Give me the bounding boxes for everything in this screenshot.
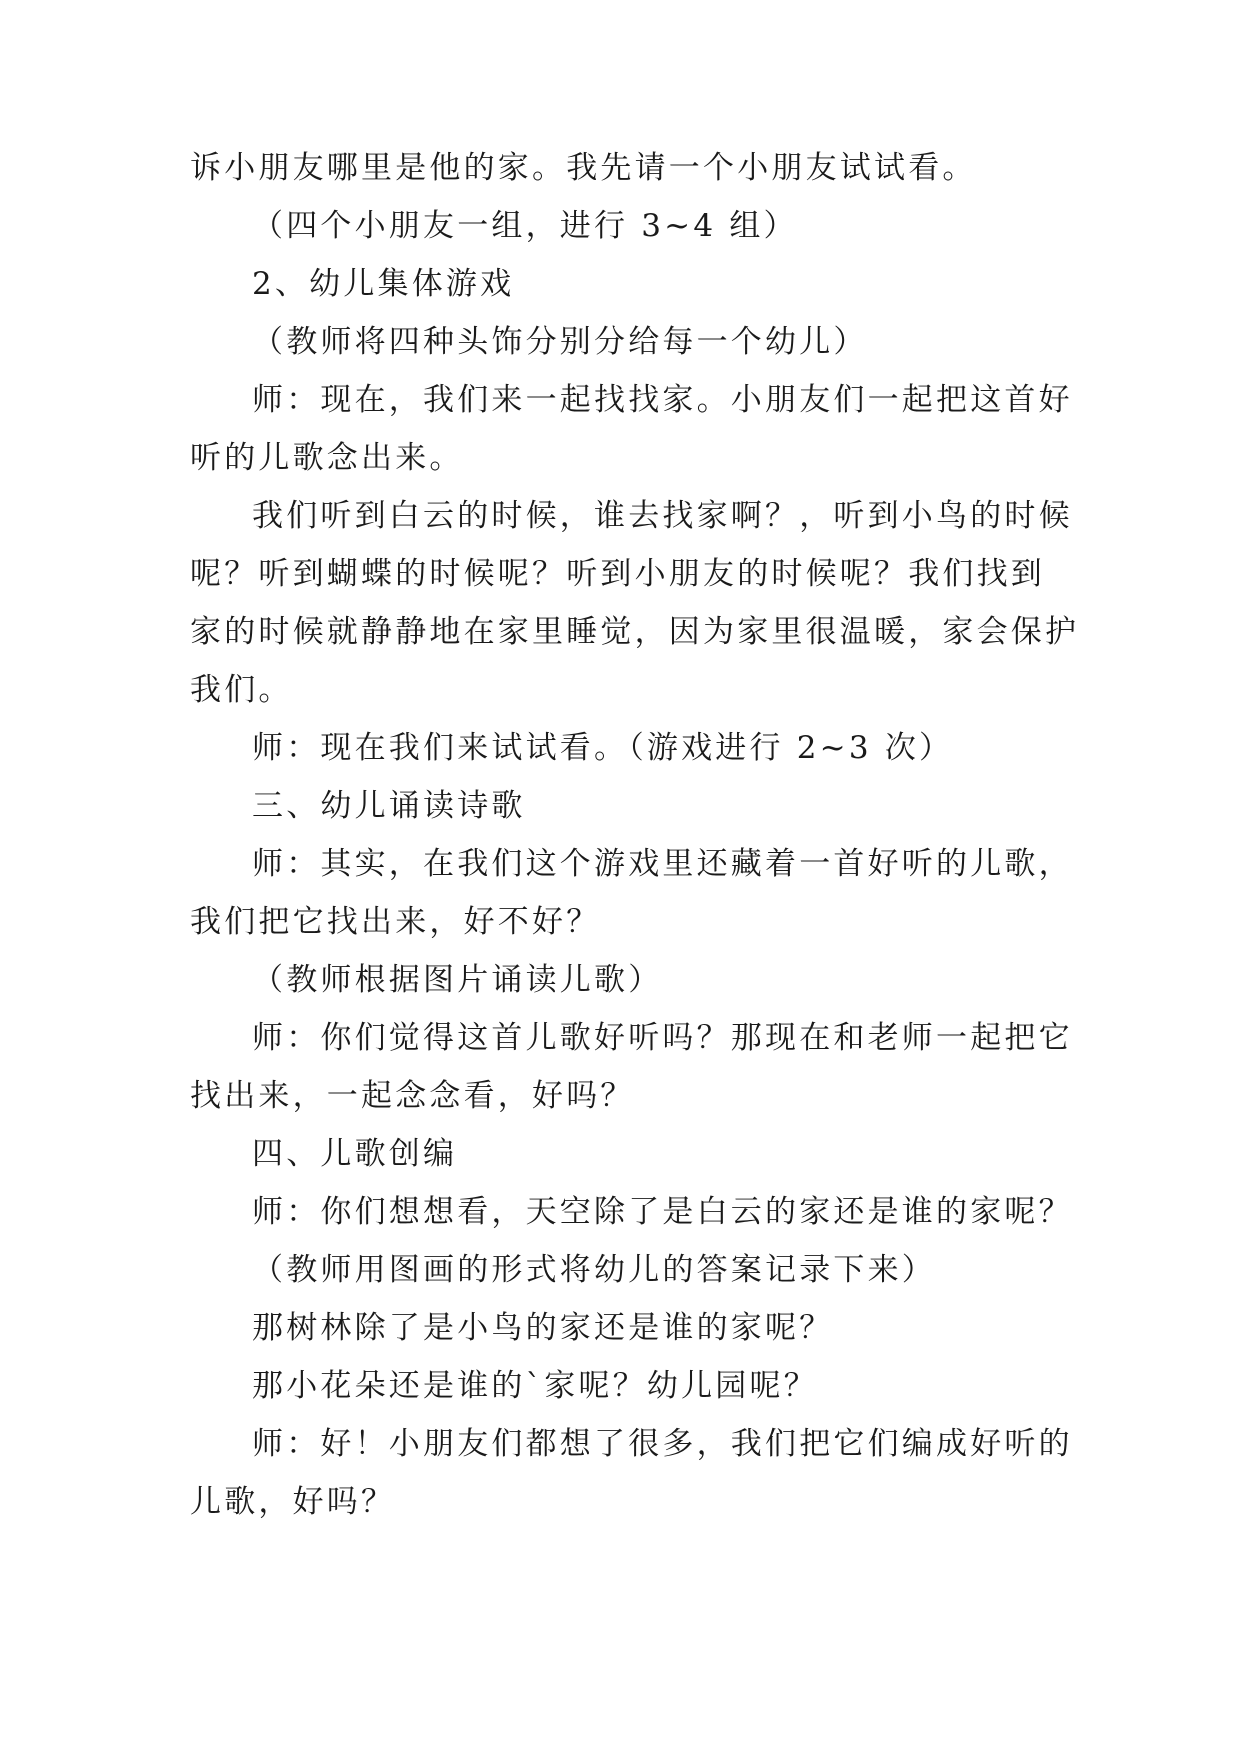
paragraph-line: （教师用图画的形式将幼儿的答案记录下来） [252,1252,936,1288]
paragraph-line: 那树林除了是小鸟的家还是谁的家呢？ [252,1310,834,1346]
paragraph-line: 师：你们觉得这首儿歌好听吗？那现在和老师一起把它 [252,1020,1073,1056]
paragraph-line: 师：现在我们来试试看。（游戏进行 2~3 次） [252,730,954,766]
paragraph-line: （教师将四种头饰分别分给每一个幼儿） [252,324,868,360]
paragraph-line: 儿歌，好吗？ [190,1484,396,1520]
paragraph-line: 呢？听到蝴蝶的时候呢？听到小朋友的时候呢？我们找到 [190,556,1045,592]
paragraph-line: 那小花朵还是谁的`家呢？幼儿园呢？ [252,1368,818,1404]
paragraph-line: 我们把它找出来，好不好？ [190,904,601,940]
paragraph-line: 家的时候就静静地在家里睡觉，因为家里很温暖，家会保护 [190,614,1080,650]
paragraph-line: 我们听到白云的时候，谁去找家啊？，听到小鸟的时候 [252,498,1073,534]
paragraph-line: 师：其实，在我们这个游戏里还藏着一首好听的儿歌， [252,846,1073,882]
section-heading: 三、幼儿诵读诗歌 [252,788,526,824]
paragraph-line: 找出来，一起念念看，好吗？ [190,1078,635,1114]
paragraph-line: （教师根据图片诵读儿歌） [252,962,663,998]
section-heading: 四、儿歌创编 [252,1136,458,1172]
paragraph-line: 师：现在，我们来一起找找家。小朋友们一起把这首好 [252,382,1073,418]
paragraph-line: 听的儿歌念出来。 [190,440,464,476]
paragraph-line: （四个小朋友一组，进行 3~4 组） [252,208,798,244]
paragraph-line: 师：你们想想看，天空除了是白云的家还是谁的家呢？ [252,1194,1073,1230]
paragraph-line: 师：好！小朋友们都想了很多，我们把它们编成好听的 [252,1426,1073,1462]
paragraph-line: 诉小朋友哪里是他的家。我先请一个小朋友试试看。 [190,150,977,186]
section-heading: 2、幼儿集体游戏 [252,266,515,302]
paragraph-line: 我们。 [190,672,293,708]
